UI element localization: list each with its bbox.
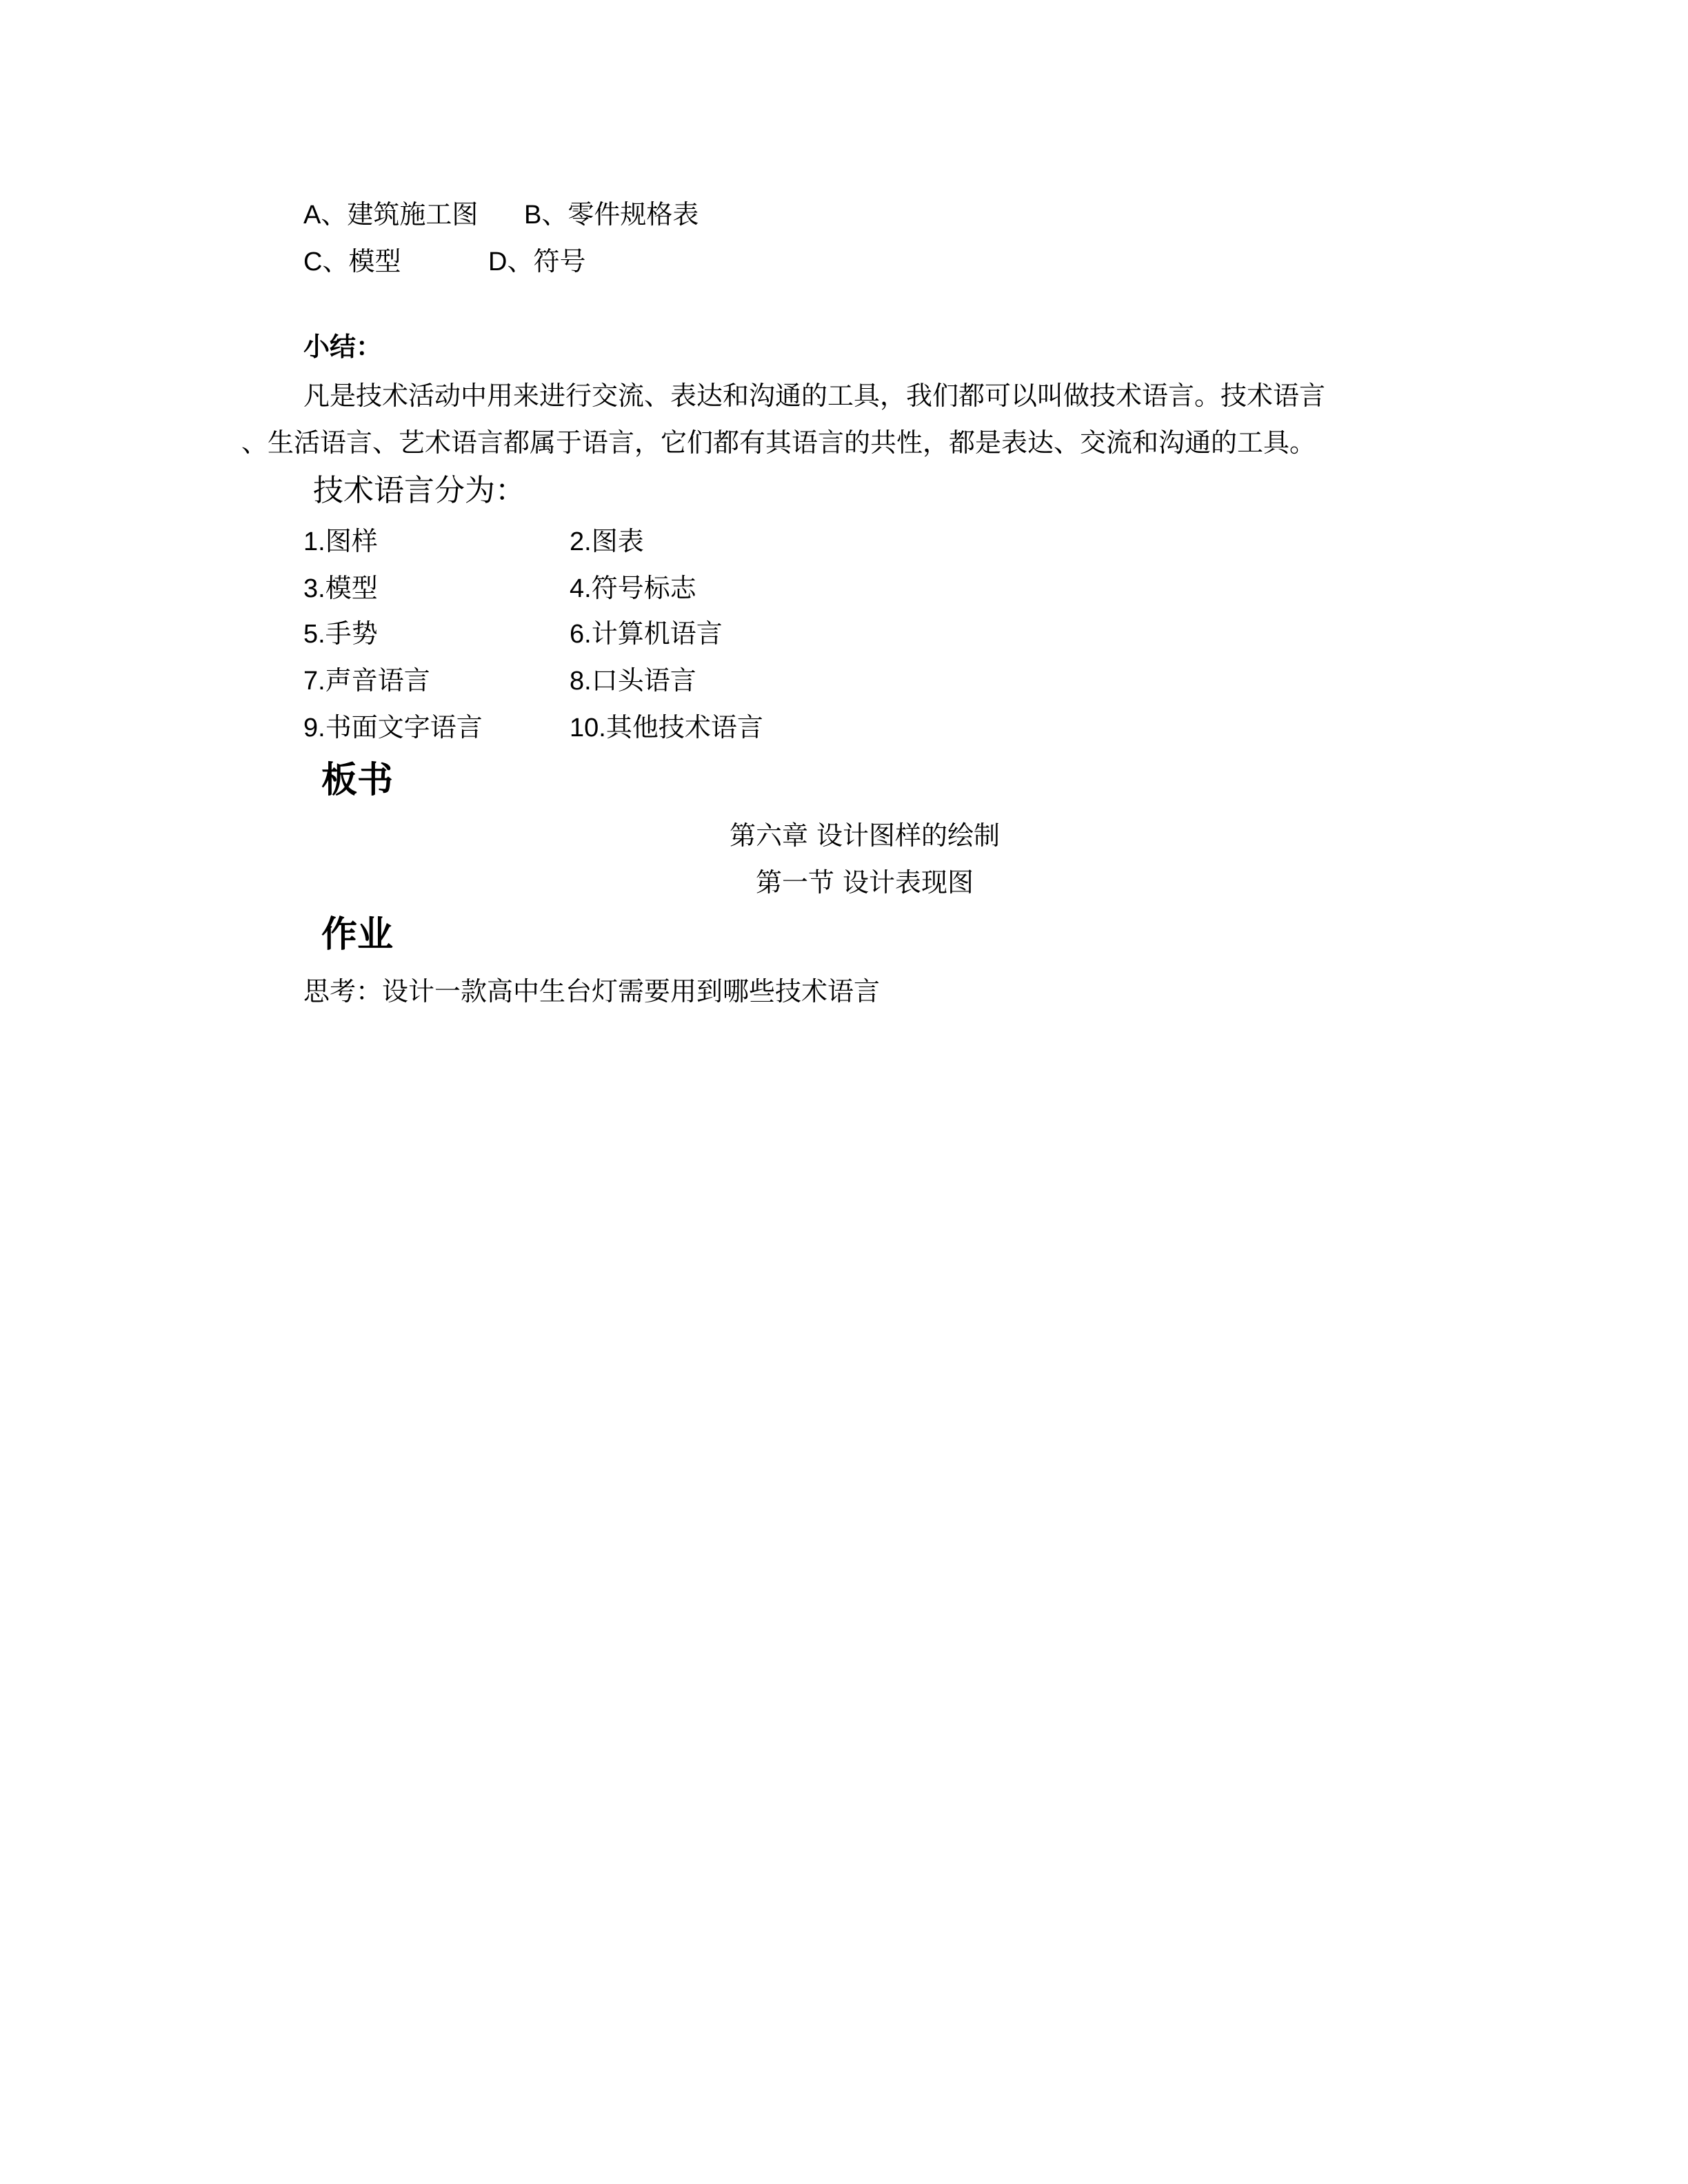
- category-item: 6.计算机语言: [570, 620, 723, 649]
- category-item: 2.图表: [570, 527, 644, 556]
- category-item: 5.手势: [303, 620, 378, 649]
- summary-paragraph-line-2: 、生活语言、艺术语言都属于语言，它们都有其语言的共性，都是表达、交流和沟通的工具。: [241, 427, 1316, 458]
- category-item: 8.口头语言: [570, 667, 696, 696]
- category-item: 4.符号标志: [570, 574, 696, 603]
- option-d: D、符号: [488, 247, 586, 276]
- option-b: B、零件规格表: [524, 201, 699, 230]
- category-item: 1.图样: [303, 527, 378, 556]
- option-a: A、建筑施工图: [303, 201, 479, 230]
- homework-heading: 作业: [321, 915, 394, 955]
- option-c: C、模型: [303, 247, 401, 276]
- category-item: 7.声音语言: [303, 667, 430, 696]
- summary-paragraph-line-1: 凡是技术活动中用来进行交流、表达和沟通的工具，我们都可以叫做技术语言。技术语言: [303, 381, 1326, 411]
- homework-task: 思考：设计一款高中生台灯需要用到哪些技术语言: [303, 976, 881, 1007]
- blackboard-heading: 板书: [321, 760, 394, 800]
- category-item: 9.书面文字语言: [303, 714, 483, 742]
- category-item: 3.模型: [303, 574, 378, 603]
- summary-heading: 小结：: [303, 333, 383, 362]
- categories-heading: 技术语言分为：: [313, 474, 525, 507]
- blackboard-section-title: 第一节 设计表现图: [755, 867, 974, 898]
- category-item: 10.其他技术语言: [570, 714, 763, 742]
- blackboard-chapter-title: 第六章 设计图样的绘制: [729, 820, 1001, 851]
